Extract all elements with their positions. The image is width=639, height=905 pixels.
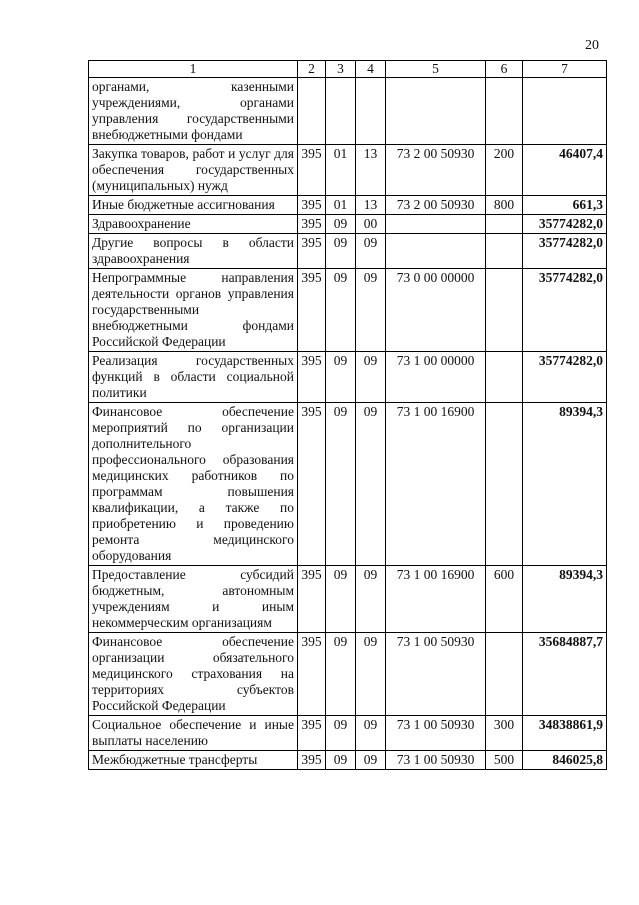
table-row [89,633,607,716]
ministry-code-cell: 395 [298,352,326,403]
row-name-cell: органами, казенными учреждениями, органами управления государственными внебюджетными фондами [89,78,298,145]
row-name-cell: Финансовое обеспечение мероприятий по организации дополнительного профессионального образования медицинских работников по программам повышения квалификации, а также по приобретению и проведению ремонта медицинского оборудования [89,403,298,566]
table-row [89,234,607,269]
budget-table [88,60,607,770]
table-row [89,751,607,770]
subsection-code-cell: 09 [356,716,386,751]
subsection-code-cell: 09 [356,269,386,352]
target-article-cell: 73 1 00 16900 [386,403,486,566]
section-code-cell: 09 [326,403,356,566]
subsection-code-cell: 09 [356,566,386,633]
section-code-cell: 01 [326,196,356,215]
ministry-code-cell: 395 [298,145,326,196]
subsection-code-cell: 13 [356,196,386,215]
table-row [89,215,607,234]
column-header: 5 [386,61,486,78]
expense-type-cell [486,403,523,566]
section-code-cell: 09 [326,269,356,352]
row-name-cell: Здравоохранение [89,215,298,234]
subsection-code-cell [356,78,386,145]
amount-cell: 35684887,7 [523,633,607,716]
page-number: 20 [585,38,599,53]
row-name-cell: Социальное обеспечение и иные выплаты населению [89,716,298,751]
subsection-code-cell: 13 [356,145,386,196]
amount-cell: 89394,3 [523,566,607,633]
expense-type-cell: 600 [486,566,523,633]
table-row [89,269,607,352]
table-row [89,352,607,403]
expense-type-cell [486,633,523,716]
amount-cell: 35774282,0 [523,352,607,403]
section-code-cell: 09 [326,716,356,751]
section-code-cell: 09 [326,215,356,234]
row-name-cell: Непрограммные направления деятельности органов управления государственными внебюджетными фондами Российской Федерации [89,269,298,352]
amount-cell: 846025,8 [523,751,607,770]
expense-type-cell: 800 [486,196,523,215]
section-code-cell: 09 [326,566,356,633]
target-article-cell: 73 1 00 50930 [386,751,486,770]
subsection-code-cell: 00 [356,215,386,234]
row-name-cell: Финансовое обеспечение организации обязательного медицинского страхования на территориях субъектов Российской Федерации [89,633,298,716]
section-code-cell: 09 [326,352,356,403]
section-code-cell: 09 [326,751,356,770]
column-header: 4 [356,61,386,78]
table-row [89,716,607,751]
target-article-cell: 73 2 00 50930 [386,145,486,196]
target-article-cell [386,234,486,269]
subsection-code-cell: 09 [356,403,386,566]
ministry-code-cell [298,78,326,145]
amount-cell: 661,3 [523,196,607,215]
target-article-cell: 73 1 00 50930 [386,716,486,751]
table-row [89,145,607,196]
expense-type-cell [486,352,523,403]
row-name-cell: Закупка товаров, работ и услуг для обеспечения государственных (муниципальных) нужд [89,145,298,196]
amount-cell [523,78,607,145]
subsection-code-cell: 09 [356,633,386,716]
ministry-code-cell: 395 [298,215,326,234]
amount-cell: 35774282,0 [523,269,607,352]
section-code-cell: 09 [326,234,356,269]
amount-cell: 35774282,0 [523,215,607,234]
amount-cell: 89394,3 [523,403,607,566]
row-name-cell: Иные бюджетные ассигнования [89,196,298,215]
ministry-code-cell: 395 [298,403,326,566]
row-name-cell: Межбюджетные трансферты [89,751,298,770]
target-article-cell: 73 0 00 00000 [386,269,486,352]
target-article-cell [386,215,486,234]
target-article-cell: 73 2 00 50930 [386,196,486,215]
expense-type-cell [486,269,523,352]
ministry-code-cell: 395 [298,269,326,352]
section-code-cell: 09 [326,633,356,716]
section-code-cell [326,78,356,145]
table-row [89,566,607,633]
table-header-row [89,61,607,78]
row-name-cell: Реализация государственных функций в области социальной политики [89,352,298,403]
target-article-cell: 73 1 00 00000 [386,352,486,403]
table-row [89,78,607,145]
subsection-code-cell: 09 [356,751,386,770]
expense-type-cell [486,78,523,145]
column-header: 6 [486,61,523,78]
expense-type-cell: 200 [486,145,523,196]
ministry-code-cell: 395 [298,566,326,633]
amount-cell: 46407,4 [523,145,607,196]
column-header: 7 [523,61,607,78]
ministry-code-cell: 395 [298,751,326,770]
row-name-cell: Другие вопросы в области здравоохранения [89,234,298,269]
amount-cell: 34838861,9 [523,716,607,751]
subsection-code-cell: 09 [356,352,386,403]
column-header: 1 [89,61,298,78]
target-article-cell: 73 1 00 16900 [386,566,486,633]
table-row [89,196,607,215]
subsection-code-cell: 09 [356,234,386,269]
ministry-code-cell: 395 [298,234,326,269]
expense-type-cell: 300 [486,716,523,751]
ministry-code-cell: 395 [298,716,326,751]
ministry-code-cell: 395 [298,196,326,215]
ministry-code-cell: 395 [298,633,326,716]
expense-type-cell [486,215,523,234]
target-article-cell: 73 1 00 50930 [386,633,486,716]
expense-type-cell [486,234,523,269]
table-row [89,403,607,566]
column-header: 2 [298,61,326,78]
expense-type-cell: 500 [486,751,523,770]
section-code-cell: 01 [326,145,356,196]
target-article-cell [386,78,486,145]
column-header: 3 [326,61,356,78]
amount-cell: 35774282,0 [523,234,607,269]
row-name-cell: Предоставление субсидий бюджетным, автономным учреждениям и иным некоммерческим организациям [89,566,298,633]
